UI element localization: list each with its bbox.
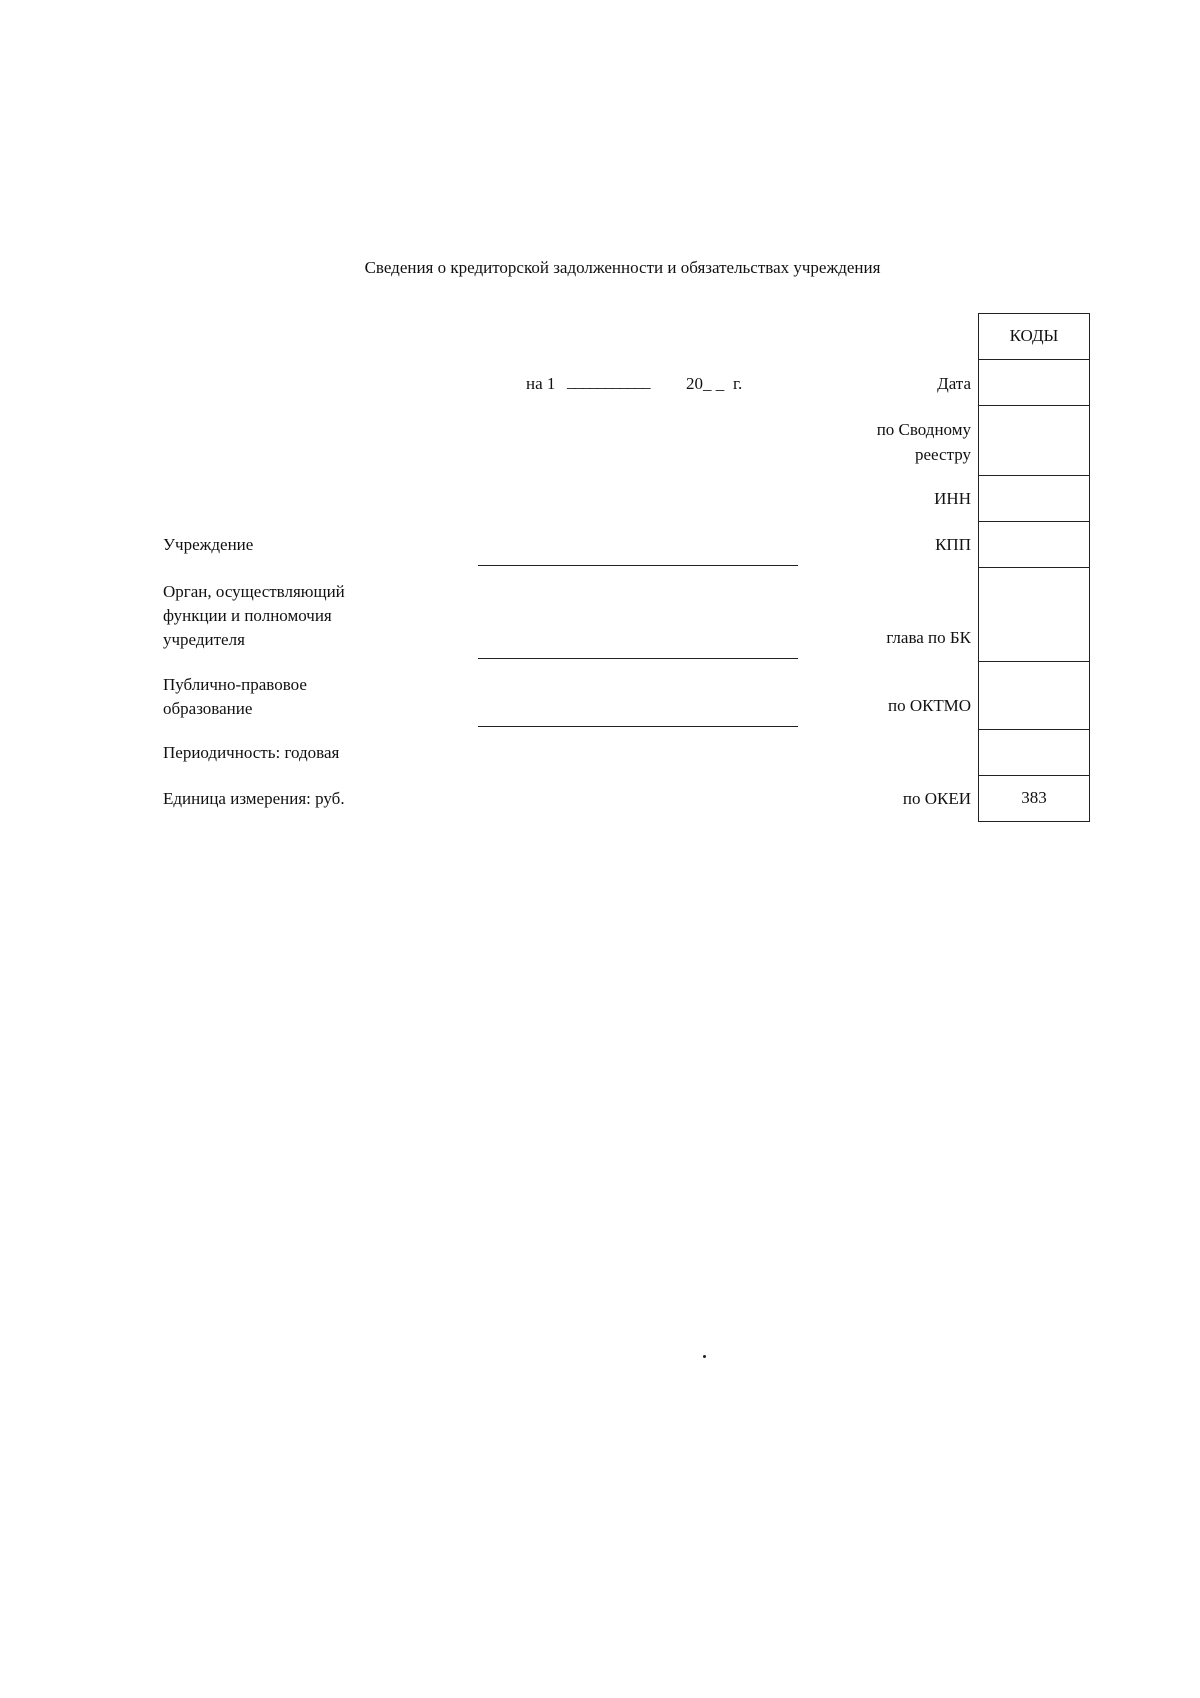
municipality-field-line[interactable] [478,726,798,727]
code-kpp[interactable] [979,522,1089,568]
label-date: Дата [937,374,971,393]
label-registry: по Сводному реестру [876,420,971,464]
date-year: 20_ _ [686,374,725,393]
date-suffix: г. [733,374,743,393]
code-inn[interactable] [979,476,1089,522]
label-oktmo: по ОКТМО [887,696,971,715]
label-kpp: КПП [935,535,971,554]
date-prefix: на 1 [526,374,556,393]
founder-field-line[interactable] [478,658,798,659]
code-head-bk[interactable] [979,568,1089,662]
label-founder: Орган, осуществляющий функции и полномочия учредителя [163,582,345,649]
code-oktmo[interactable] [979,662,1089,730]
label-unit: Единица измерения: руб. [163,789,345,808]
codes-table [978,313,1090,822]
codes-header: КОДЫ [979,314,1089,360]
code-date[interactable] [979,360,1089,406]
document-title: Сведения о кредиторской задолженности и обязательствах учреждения [364,258,881,277]
label-municipality: Публично-правовое образование [163,675,307,718]
code-periodicity[interactable] [979,730,1089,776]
stray-dot [703,1355,706,1358]
label-institution: Учреждение [163,535,254,554]
code-registry[interactable] [979,406,1089,476]
label-okei: по ОКЕИ [902,789,971,808]
label-head-bk: глава по БК [886,628,971,647]
label-periodicity: Периодичность: годовая [163,743,340,762]
date-blank[interactable]: ___________ [567,372,650,391]
institution-field-line[interactable] [478,565,798,566]
label-inn: ИНН [934,489,971,508]
code-okei[interactable]: 383 [979,776,1089,822]
